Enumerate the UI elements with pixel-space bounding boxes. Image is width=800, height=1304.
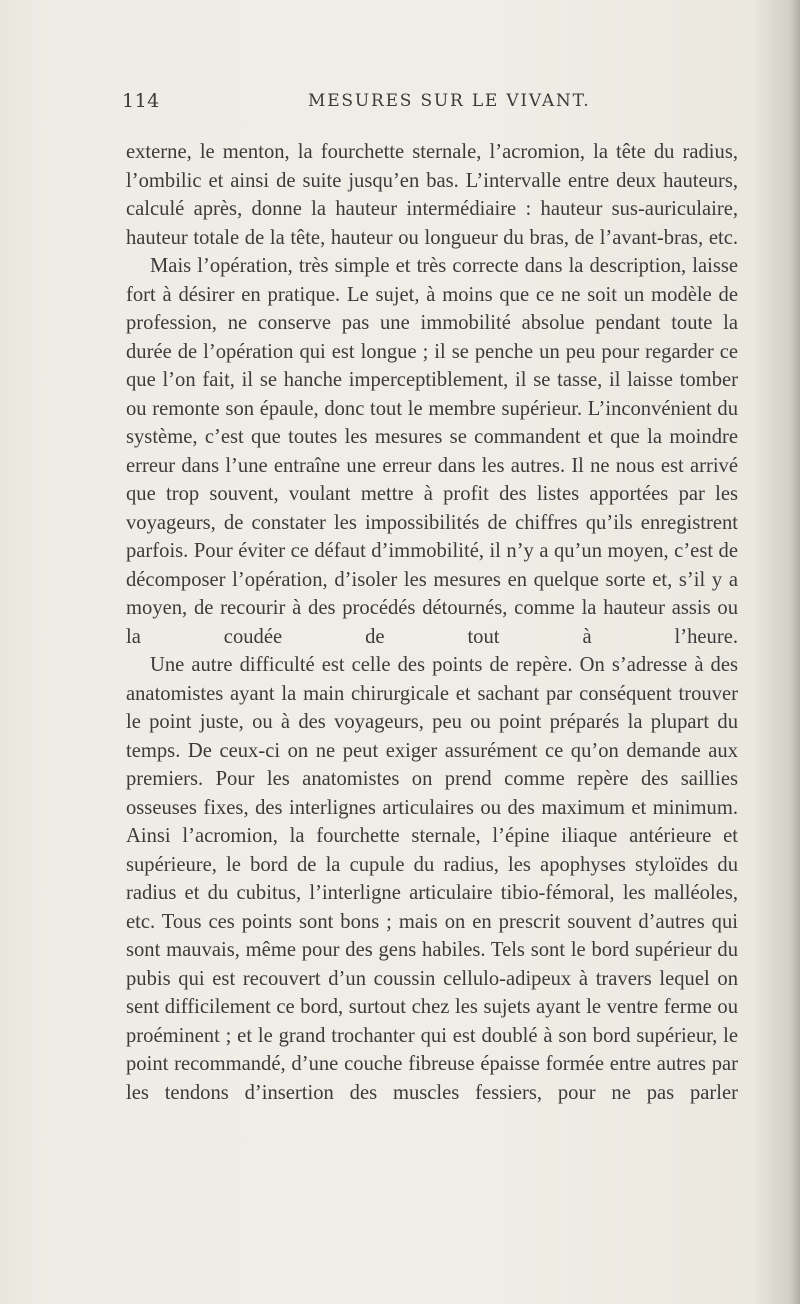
- paragraph-1: externe, le menton, la fourchette sternale, l’acromion, la tête du radius, l’ombilic et ainsi de suite jusqu’en bas. L’intervalle entre deux hauteurs, calculé après, donne la hauteur intermédiaire : hauteur sus-auriculaire, hauteur totale de la tête, hauteur ou longueur du bras, de l’avant-bras, etc.: [126, 141, 738, 249]
- paragraph-3: Une autre difficulté est celle des points de repère. On s’adresse à des anatomistes ayant la main chirurgicale et sachant par conséquent trouver le point juste, ou à des voyageurs, peu ou point préparés la plupart du temps. De ceux-ci on ne peut exiger assurément ce qu’on demande aux premiers. Pour les anatomistes on prend comme repère des saillies osseuses fixes, des interlignes articulaires ou des maximum et minimum. Ainsi l’acromion, la fourchette sternale, l’épine iliaque antérieure et supérieure, le bord de la cupule du radius, les apophyses styloïdes du radius et du cubitus, l’interligne articulaire tibio-fémoral, les malléoles, etc. Tous ces points sont bons ; mais on en prescrit souvent d’autres qui sont mauvais, même pour des gens habiles. Tels sont le bord supérieur du pubis qui est recouvert d’un coussin cellulo-adipeux à travers lequel on sent difficilement ce bord, surtout chez les sujets ayant le ventre ferme ou proéminent ; et le grand trochanter qui est doublé à son bord supérieur, le point recommandé, d’une couche fibreuse épaisse formée entre autres par les tendons d’insertion des muscles fessiers, pour ne pas parler: [126, 654, 738, 1104]
- page-edge-shadow: [790, 0, 800, 1304]
- page-number: 114: [122, 90, 160, 112]
- body-text: [126, 138, 738, 1107]
- running-title: MESURES SUR LE VIVANT.: [308, 91, 591, 111]
- running-head: [122, 90, 722, 120]
- paragraph-2: Mais l’opération, très simple et très correcte dans la description, laisse fort à désirer en pratique. Le sujet, à moins que ce ne soit un modèle de profession, ne conserve pas une immobilité absolue pendant toute la durée de l’opération qui est longue ; il se penche un peu pour regarder ce que l’on fait, il se hanche imperceptiblement, il se tasse, il laisse tomber ou remonte son épaule, donc tout le membre supérieur. L’inconvénient du système, c’est que toutes les mesures se commandent et que la moindre erreur dans l’une entraîne une erreur dans les autres. Il ne nous est arrivé que trop souvent, voulant mettre à profit des listes apportées par les voyageurs, de constater les impossibilités de chiffres qu’ils enregistrent parfois. Pour éviter ce défaut d’immobilité, il n’y a qu’un moyen, c’est de décomposer l’opération, d’isoler les mesures en quelque sorte et, s’il y a moyen, de recourir à des procédés détournés, comme la hauteur assis ou la coudée de tout à l’heure.: [126, 255, 738, 648]
